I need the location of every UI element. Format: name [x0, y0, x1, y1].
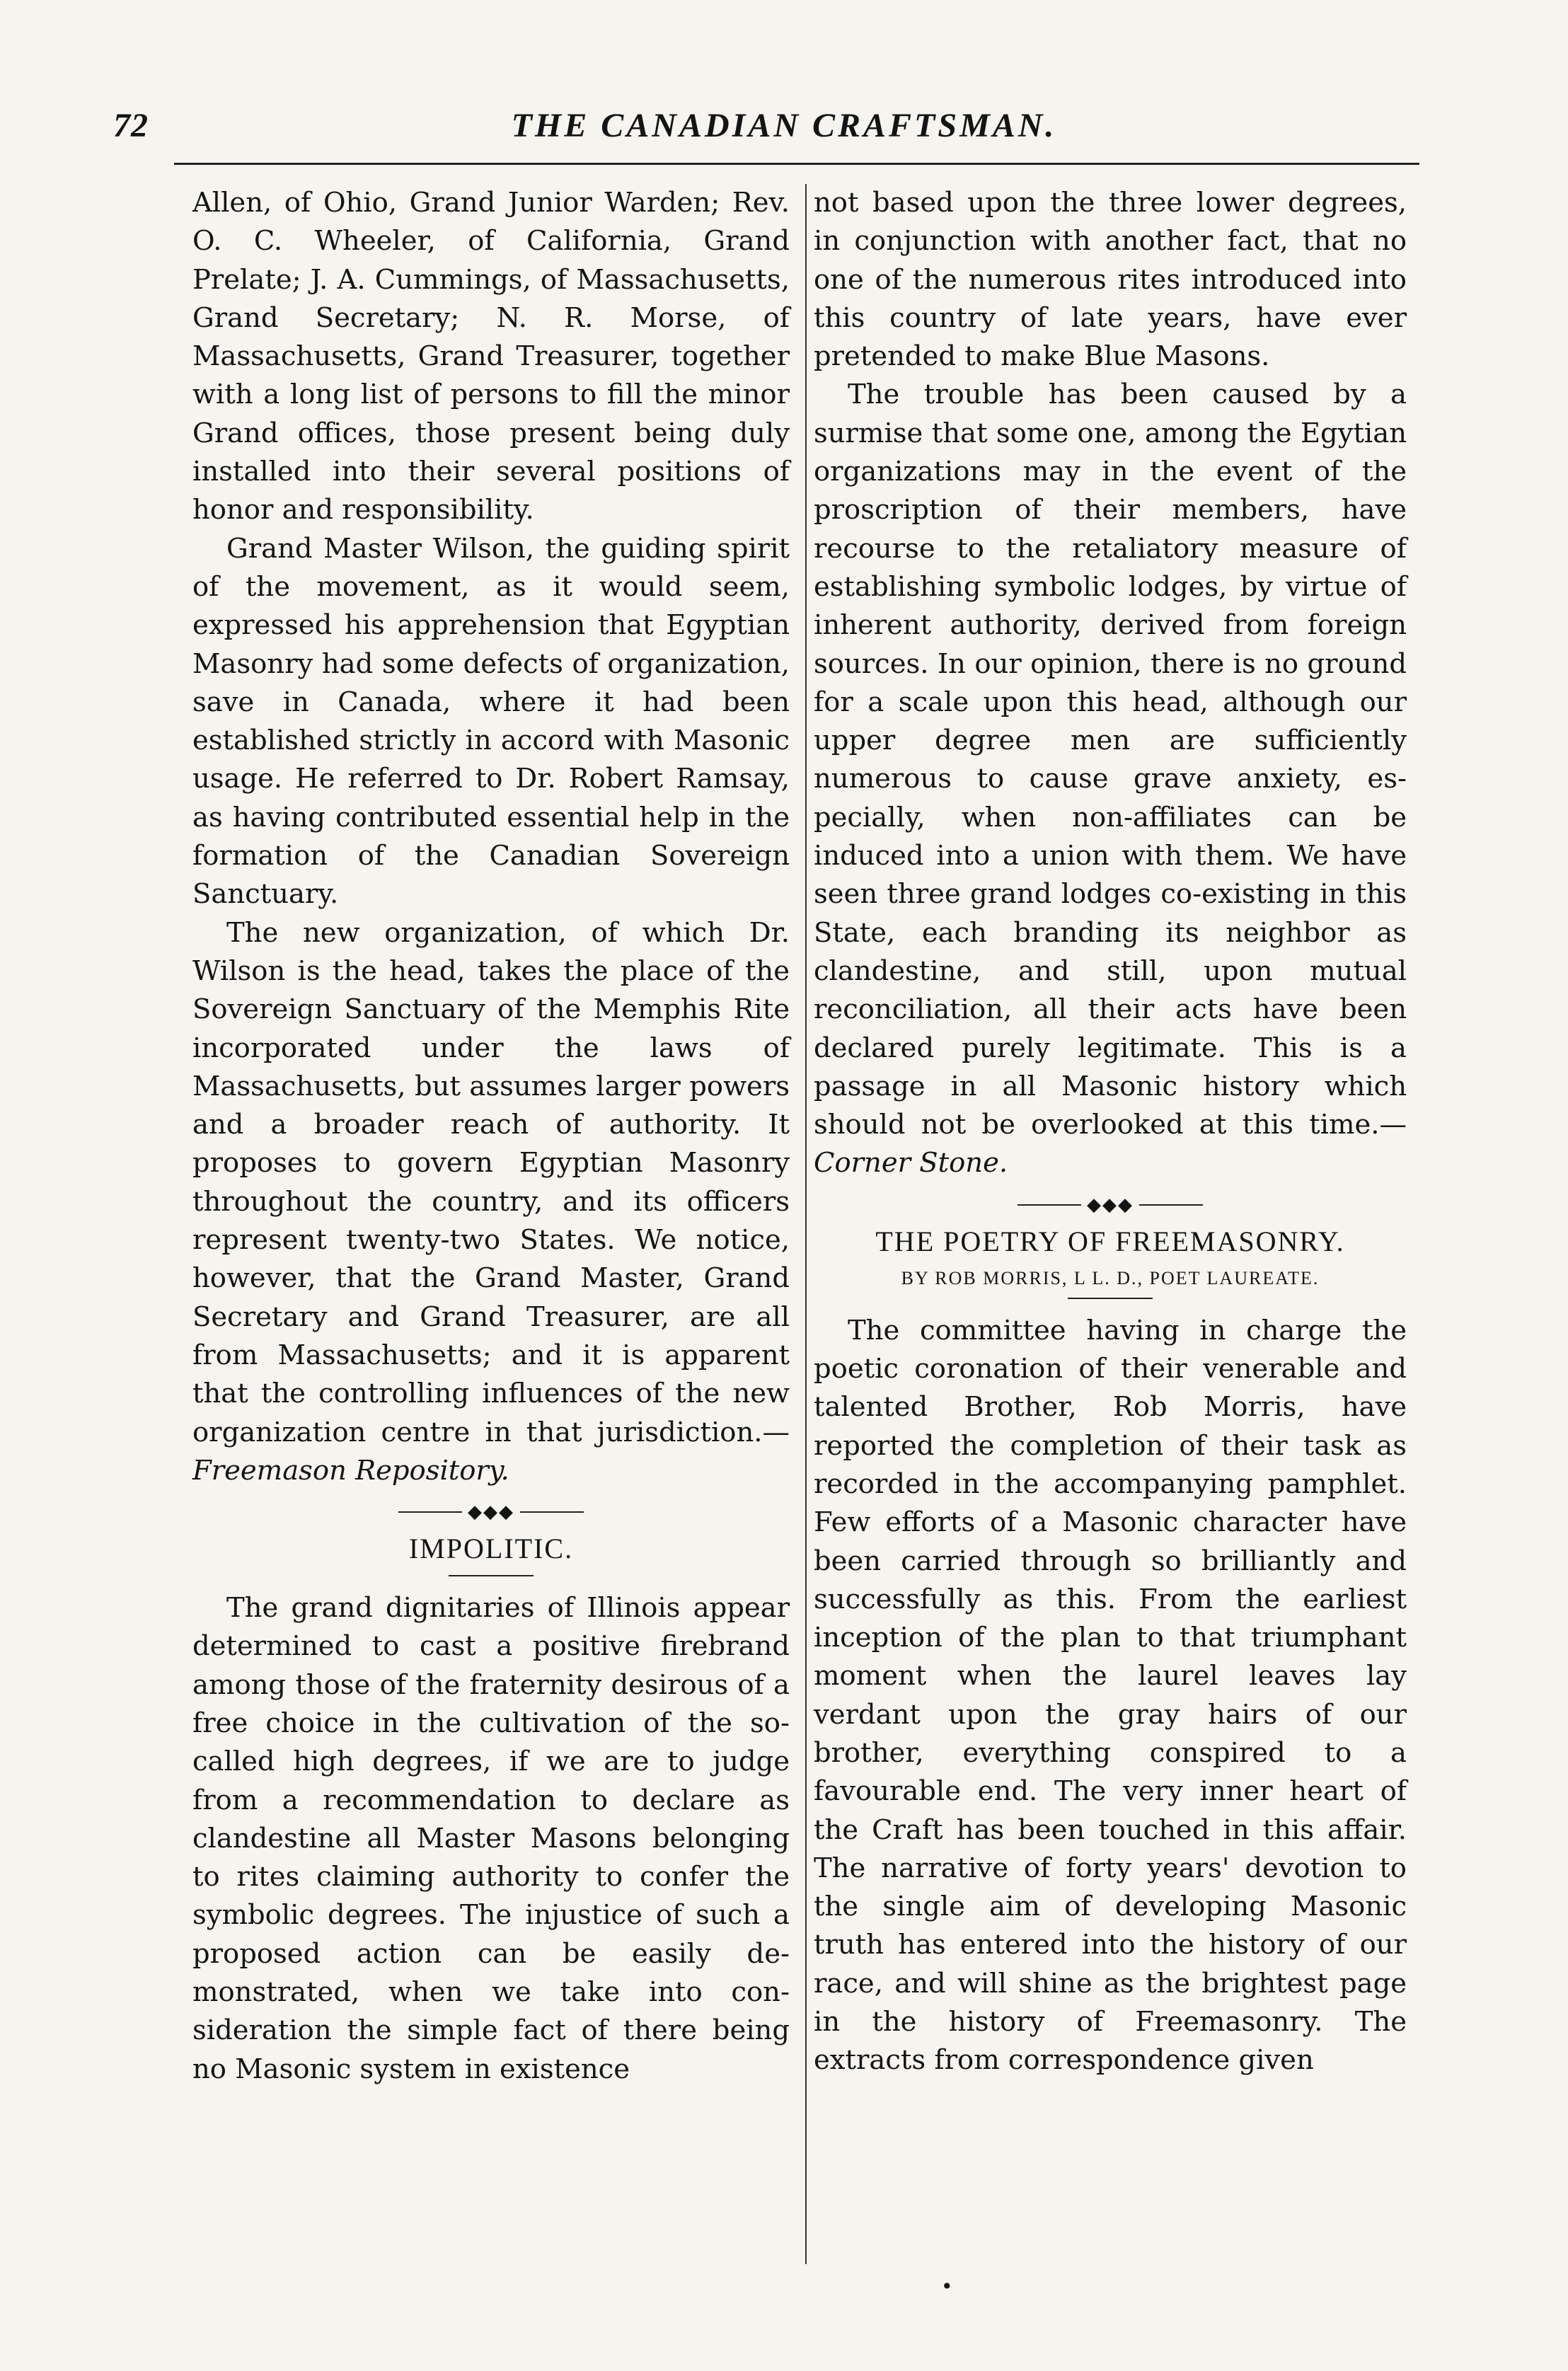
article-paragraph: The grand dignitaries of Illinois appear determined to cast a positive firebrand among those of the fraternity desirous of a free choice in the cultivation of the so-called high degrees, if we are to judge from a recommendation to declare as clandestine all Master Masons belonging to rites claiming authority to confer the symbolic degrees. The injustice of such a proposed action can be easily demonstrated, when we take into consideration the simple fact of there being no Masonic system in existence [192, 1592, 790, 2085]
section-ornament [814, 1190, 1407, 1219]
article-paragraph: Allen, of Ohio, Grand Junior Warden; Rev. O. C. Wheeler, of California, Grand Prelate; J. A. Cummings, of Massachusetts, Grand Secretary; N. R. Morse, of Massachusetts, Grand Treasurer, together with a long list of persons to fill the minor Grand offices, those present being duly installed into their several positions of honor and responsibility. [192, 187, 790, 526]
source-credit: Freemason Repository. [192, 1454, 509, 1487]
running-title: THE CANADIAN CRAFTSMAN. [511, 107, 1057, 144]
section-heading: IMPOLITIC. [408, 1533, 574, 1565]
article-paragraph: The committee having in charge the poetic coronation of their venerable and talented Brother, Rob Morris, have reported the completion of their task as recorded in the accompanying pamphlet. Few efforts of a Masonic character have been carried through so brilliantly and successfully as this. From the earliest inception of the plan to that triumphant moment when the laurel leaves lay verdant upon the gray hairs of our brother, everything conspired to a favourable end. The very inner heart of the Craft has been touched in this affair. The narrative of forty years' devotion to the single aim of developing Masonic truth has entered into the history of our race, and will shine as the brightest page in the history of Freemasonry. The extracts from correspondence given [814, 1314, 1407, 2077]
diamond-ornament-icon: ◆◆◆ [468, 1501, 514, 1523]
heading-rule [1068, 1298, 1153, 1299]
section-ornament [192, 1497, 790, 1526]
article-paragraph: Grand Master Wilson, the guiding spirit of the movement, as it would seem, expressed his apprehension that Egyptian Masonry had some defects of organization, save in Canada, where it had been established strictly in accord with Masonic usage. He referred to Dr. Robert Ramsay, as having contributed essential help in the formation of the Canadian Sovereign Sanctuary. [192, 532, 790, 911]
article-paragraph [814, 376, 1407, 1182]
page-number: 72 [113, 107, 149, 144]
article-paragraph: not based upon the three lower degrees, in conjunction with another fact, that no one of the numerous rites introduced into this country of late years, have ever pretended to make Blue Masons. [814, 187, 1407, 373]
diamond-ornament-icon: ◆◆◆ [1087, 1194, 1134, 1216]
heading-rule [449, 1575, 534, 1576]
byline: BY ROB MORRIS, L L. D., POET LAUREATE. [901, 1267, 1320, 1288]
article-paragraph [192, 914, 790, 1490]
column-divider [805, 184, 807, 2264]
left-column [192, 184, 790, 2089]
header-rule [174, 163, 1419, 165]
paragraph-text: The new organization, of which Dr. Wilson is the head, takes the place of the Sovereign Sanctuary of the Memphis Rite incorporated under the laws of Massachusetts, but assumes larger powers and a broader reach of authority. It proposes to govern Egyptian Masonry throughout the country, and its officers represent twenty-two States. We notice, however, that the Grand Master, Grand Secretary and Grand Treasurer, are all from Massachusetts; and it is apparent that the controlling influences of the new organization centre in that jurisdiction.— [192, 916, 790, 1448]
page-header [0, 106, 1568, 170]
section-heading: THE POETRY OF FREEMASONRY. [875, 1225, 1345, 1257]
paragraph-text: The trouble has been caused by a surmise that some one, among the Egytian organizations may in the event of the proscription of their members, have recourse to the retaliatory measure of establishing symbolic lodges, by virtue of inherent authority, derived from foreign sources. In our opinion, there is no ground for a scale upon this head, although our upper degree men are sufficiently numerous to cause grave anxiety, especially, when non-affiliates can be induced into a union with them. We have seen three grand lodges co-existing in this State, each branding its neighbor as clandestine, and still, upon mutual reconciliation, all their acts have been declared purely legitimate. This is a passage in all Masonic history which should not be overlooked at this time.— [814, 379, 1407, 1141]
ink-mark: • [941, 2275, 953, 2298]
right-column [814, 184, 1407, 2080]
source-credit: Corner Stone. [814, 1147, 1008, 1179]
